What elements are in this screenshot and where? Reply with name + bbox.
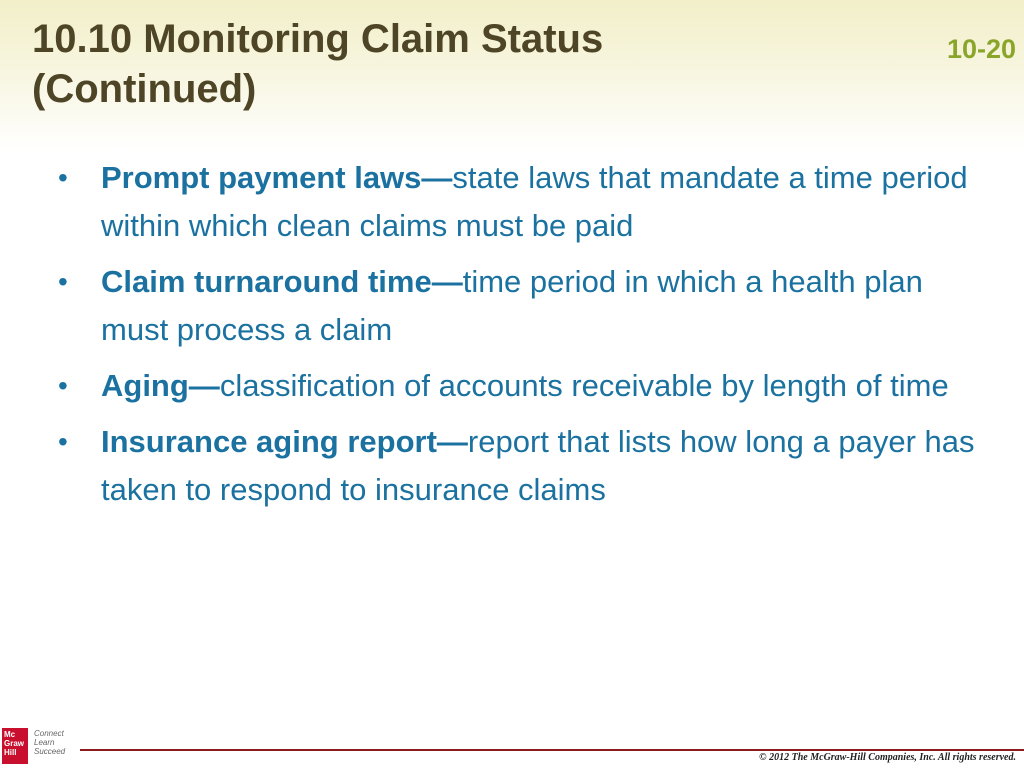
- list-item: [58, 154, 978, 250]
- slide-body: [58, 154, 978, 522]
- bullet-icon: •: [58, 266, 68, 297]
- footer-divider: [80, 749, 1024, 751]
- slide-title-line-1: 10.10 Monitoring Claim Status: [32, 17, 604, 61]
- slide-title: [32, 14, 872, 114]
- logo-line: Mc: [4, 730, 16, 739]
- list-item: [58, 258, 978, 354]
- term: Claim turnaround time—: [101, 264, 463, 299]
- bullet-icon: •: [58, 162, 68, 193]
- logo-mark: [2, 728, 28, 764]
- term: Insurance aging report—: [101, 424, 468, 459]
- tagline-line: Succeed: [34, 747, 66, 756]
- mcgraw-hill-logo: [2, 724, 87, 766]
- list-item: [58, 362, 978, 410]
- slide-title-line-2: (Continued): [32, 67, 257, 111]
- bullet-icon: •: [58, 370, 68, 401]
- term: Aging—: [101, 368, 220, 403]
- term: Prompt payment laws—: [101, 160, 453, 195]
- slide-number: 10-20: [946, 34, 1016, 64]
- definition: report that lists how long a payer has taken to respond to insurance claims: [101, 424, 975, 507]
- logo-line: Hill: [4, 748, 17, 757]
- list-item: [58, 418, 978, 514]
- tagline-line: Learn: [34, 738, 55, 747]
- bullet-list: [58, 154, 978, 514]
- definition: classification of accounts receivable by length of time: [219, 368, 949, 403]
- copyright-notice: © 2012 The McGraw-Hill Companies, Inc. All rights reserved.: [759, 752, 1016, 763]
- logo-tagline: [34, 729, 65, 756]
- bullet-icon: •: [58, 426, 68, 457]
- logo-line: Graw: [4, 739, 25, 748]
- definition: state laws that mandate a time period within which clean claims must be paid: [101, 160, 968, 243]
- definition: time period in which a health plan must process a claim: [101, 264, 923, 347]
- tagline-line: Connect: [34, 729, 64, 738]
